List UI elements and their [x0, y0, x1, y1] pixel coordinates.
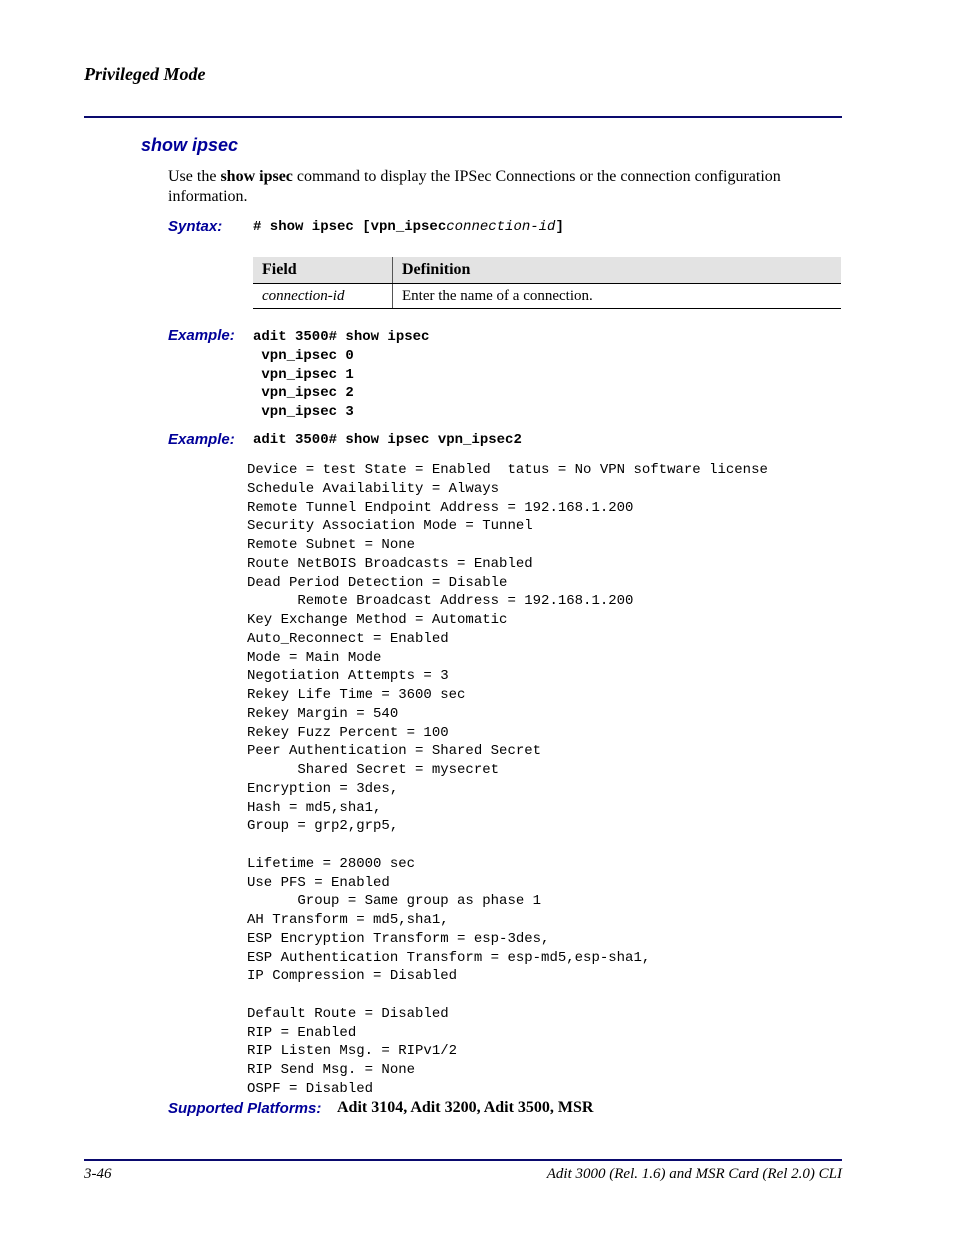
document-title: Adit 3000 (Rel. 1.6) and MSR Card (Rel 2.0) CLI [546, 1166, 842, 1182]
intro-pre: Use the [168, 168, 221, 185]
table-header-row [253, 257, 841, 284]
example-2-output: Device = test State = Enabled tatus = No VPN software license Schedule Availability = Always Remote Tunnel Endpoint Address = 192.168.1.200 Security Association Mode = Tunnel Remote Subnet = None Route NetBOIS Broadcasts = Enabled Dead Period Detection = Disable Remote Broadcast Address = 192.168.1.200 Key Exchange Method = Automatic Auto_Reconnect = Enabled Mode = Main Mode Negotiation Attempts = 3 Rekey Life Time = 3600 sec Rekey Margin = 540 Rekey Fuzz Percent = 100 Peer Authentication = Shared Secret Shared Secret = mysecret Encryption = 3des, Hash = md5,sha1, Group = grp2,grp5, Lifetime = 28000 sec Use PFS = Enabled Group = Same group as phase 1 AH Transform = md5,sha1, ESP Encryption Transform = esp-3des, ESP Authentication Transform = esp-md5,esp-sha1, IP Compression = Disabled Default Route = Disabled RIP = Enabled RIP Listen Msg. = RIPv1/2 RIP Send Msg. = None OSPF = Disabled [247, 462, 768, 1097]
example-2-command: adit 3500# show ipsec vpn_ipsec2 [253, 432, 522, 448]
column-header-field: Field [253, 257, 393, 284]
syntax-cmd-arg: connection-id [446, 219, 556, 235]
definition-table [253, 257, 841, 309]
page-number: 3-46 [84, 1166, 112, 1182]
intro-paragraph [168, 167, 843, 207]
intro-post: command to display the IPSec Connections or the connection configuration information. [168, 168, 781, 205]
intro-command: show ipsec [220, 168, 293, 185]
table-cell-definition: Enter the name of a connection. [393, 284, 842, 309]
running-header: Privileged Mode [84, 64, 206, 84]
supported-platforms-label: Supported Platforms: [168, 1100, 322, 1117]
supported-platforms-value: Adit 3104, Adit 3200, Adit 3500, MSR [337, 1099, 594, 1116]
column-header-definition: Definition [393, 257, 842, 284]
header-divider [84, 116, 842, 118]
footer-divider [84, 1159, 842, 1161]
table-cell-field: connection-id [253, 284, 393, 309]
section-title: show ipsec [141, 135, 239, 155]
syntax-command [253, 219, 564, 235]
syntax-cmd-pre: # show ipsec [vpn_ipsec [253, 219, 447, 235]
example-1-code: adit 3500# show ipsec vpn_ipsec 0 vpn_ipsec 1 vpn_ipsec 2 vpn_ipsec 3 [253, 329, 430, 421]
table-row [253, 284, 841, 309]
syntax-label: Syntax: [168, 218, 223, 235]
example-2-label: Example: [168, 431, 235, 448]
syntax-cmd-post: ] [555, 219, 564, 235]
example-1-label: Example: [168, 327, 235, 344]
